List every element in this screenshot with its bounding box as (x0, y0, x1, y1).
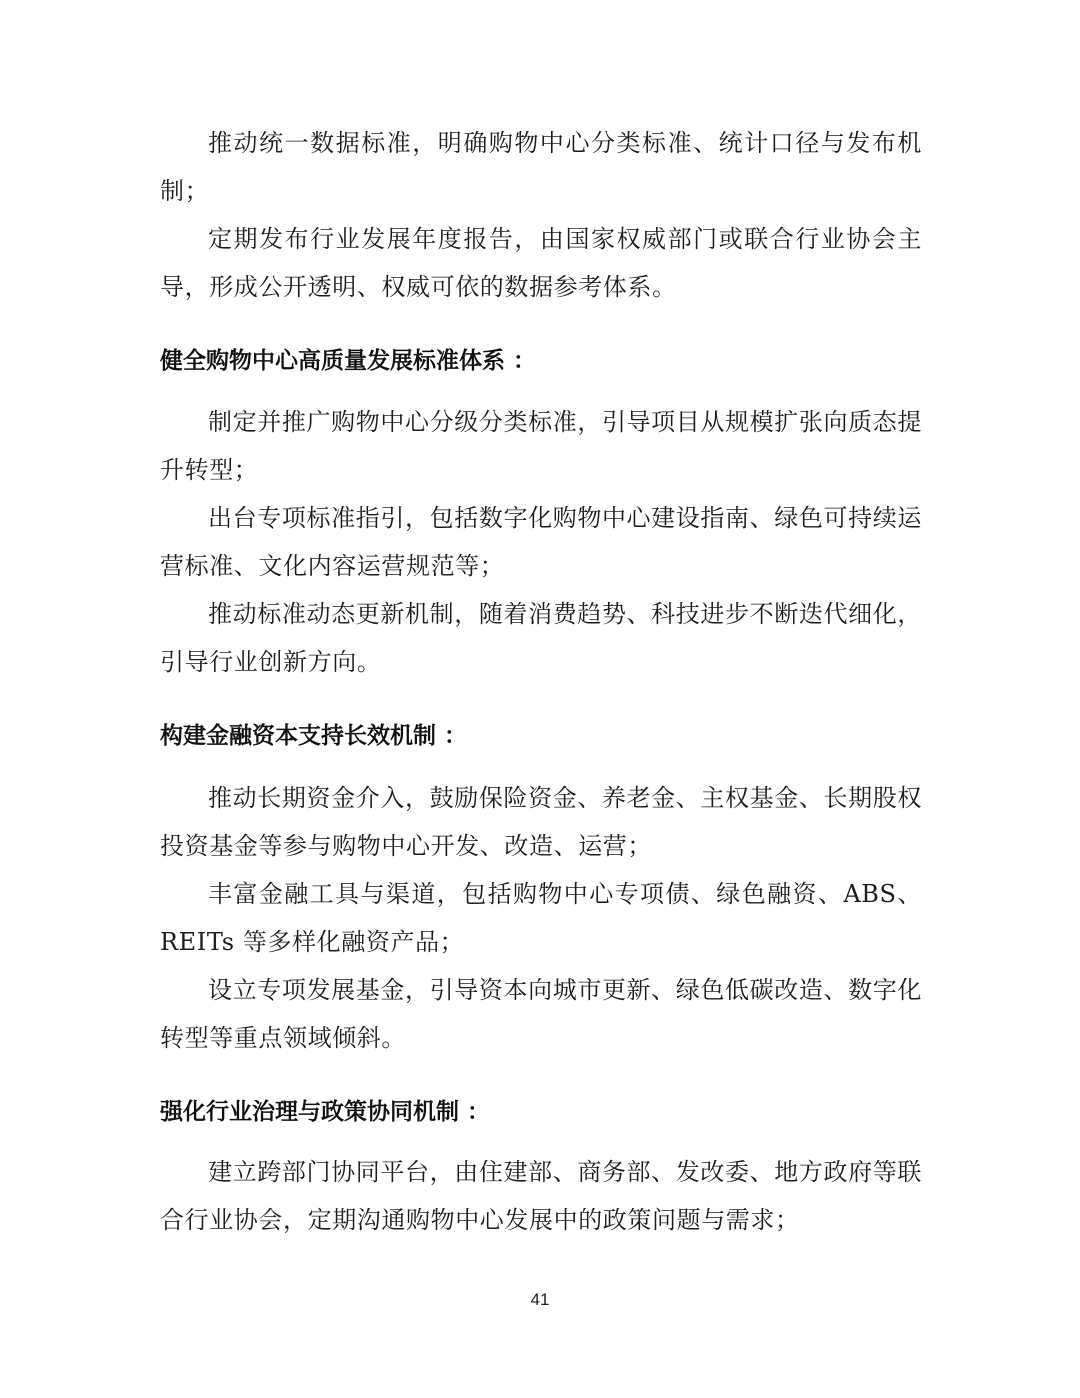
section-heading: 强化行业治理与政策协同机制 ： (160, 1099, 491, 1125)
paragraph: 设立专项发展基金，引导资本向城市更新、绿色低碳改造、数字化转型等重点领域倾斜。 (160, 976, 922, 1052)
paragraph: 推动长期资金介入，鼓励保险资金、养老金、主权基金、长期股权投资基金等参与购物中心开发、改造、运营； (160, 784, 922, 860)
paragraph: 定期发布行业发展年度报告，由国家权威部门或联合行业协会主导，形成公开透明、权威可依的数据参考体系。 (160, 225, 922, 301)
paragraph: 推动标准动态更新机制，随着消费趋势、科技进步不断迭代细化，引导行业创新方向。 (160, 600, 922, 676)
paragraph: 出台专项标准指引，包括数字化购物中心建设指南、绿色可持续运营标准、文化内容运营规范等； (160, 504, 922, 580)
paragraph: 丰富金融工具与渠道，包括购物中心专项债、绿色融资、ABS、REITs 等多样化融资产品； (160, 880, 922, 956)
section-heading: 构建金融资本支持长效机制 ： (160, 723, 468, 749)
section-heading: 健全购物中心高质量发展标准体系 ： (160, 348, 537, 374)
page-number: 41 (530, 1290, 550, 1309)
paragraph: 制定并推广购物中心分级分类标准，引导项目从规模扩张向质态提升转型； (160, 408, 922, 484)
paragraph: 建立跨部门协同平台，由住建部、商务部、发改委、地方政府等联合行业协会，定期沟通购物中心发展中的政策问题与需求； (160, 1158, 922, 1234)
paragraph: 推动统一数据标准，明确购物中心分类标准、统计口径与发布机制； (160, 129, 922, 205)
